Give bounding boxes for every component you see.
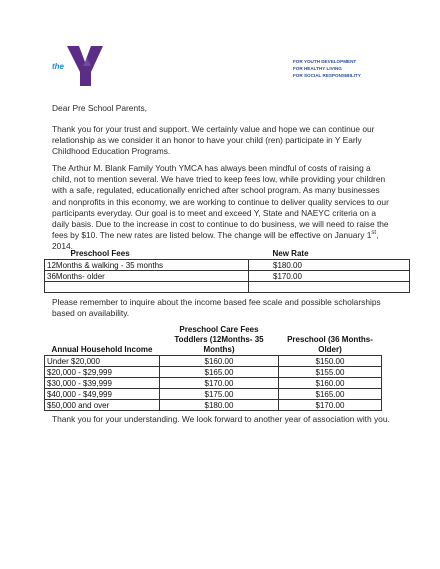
preschool-fees-table bbox=[44, 248, 410, 293]
table-row bbox=[45, 282, 410, 293]
column-header: Toddlers (12Months- 35 Months) bbox=[160, 335, 279, 356]
table-row bbox=[45, 271, 410, 282]
table-cell: $30,000 - $39,999 bbox=[45, 378, 160, 389]
ordinal-suffix: st bbox=[371, 230, 377, 237]
table-cell: $170.00 bbox=[249, 271, 410, 282]
table-cell: $40,000 - $49,999 bbox=[45, 389, 160, 400]
table-row bbox=[45, 378, 382, 389]
table-cell bbox=[249, 282, 410, 293]
table-cell: $170.00 bbox=[160, 378, 279, 389]
paragraph-scholarship: Please remember to inquire about the income based fee scale and possible scholarships based on availability. bbox=[52, 297, 381, 319]
table-cell: 12Months & walking - 35 months bbox=[45, 260, 249, 271]
table-row bbox=[45, 389, 382, 400]
column-header: Annual Household Income bbox=[45, 335, 160, 356]
table-cell: $165.00 bbox=[160, 367, 279, 378]
table-cell: $160.00 bbox=[160, 356, 279, 367]
table-cell bbox=[45, 282, 249, 293]
table-row bbox=[45, 356, 382, 367]
paragraph-text: The Arthur M. Blank Family Youth YMCA has always been mindful of costs of raising a child, not to mention several. We have tried to keep fees low, while providing your children with a safe, regulated, educationally enriched after school program. As many businesses and nonprofits in this economy, we are working to continue to deliver quality services to our participants everyday. Our goal is to meet and exceed Y, State and NAEYC criteria on a daily basis. Due to the increase in cost to continue to do business, we will need to raise the fees by $10. The new rates are listed below. The change will be effective on January 1 bbox=[52, 163, 389, 241]
column-header: New Rate bbox=[272, 249, 309, 258]
table-cell: $180.00 bbox=[249, 260, 410, 271]
table-row bbox=[45, 400, 382, 411]
column-header: Preschool (36 Months- Older) bbox=[279, 335, 382, 356]
table-cell: $180.00 bbox=[160, 400, 279, 411]
paragraph-fee-change bbox=[52, 163, 392, 253]
table-row bbox=[45, 367, 382, 378]
table-row bbox=[45, 260, 410, 271]
logo-word: the bbox=[52, 62, 64, 71]
table-cell: $160.00 bbox=[279, 378, 382, 389]
table-cell: $175.00 bbox=[160, 389, 279, 400]
table-cell: $150.00 bbox=[279, 356, 382, 367]
tagline-line: FOR SOCIAL RESPONSIBILITY bbox=[293, 73, 361, 79]
table-cell: $170.00 bbox=[279, 400, 382, 411]
tagline-line: FOR HEALTHY LIVING bbox=[293, 66, 342, 72]
care-fees-table bbox=[44, 325, 382, 411]
table-cell: 36Months- older bbox=[45, 271, 249, 282]
salutation: Dear Pre School Parents, bbox=[52, 103, 147, 113]
ymca-tagline bbox=[293, 58, 361, 80]
paragraph-intro: Thank you for your trust and support. We certainly value and hope we can continue our relationship as we consider it an honor to have your child (ren) participate in Y Early Childhood Education Programs. bbox=[52, 124, 375, 157]
table-cell: $50,000 and over bbox=[45, 400, 160, 411]
table-title: Preschool Care Fees bbox=[179, 325, 259, 334]
table-cell: Under $20,000 bbox=[45, 356, 160, 367]
paragraph-text: , 2014. bbox=[52, 230, 379, 252]
column-header: Preschool Fees bbox=[70, 249, 130, 258]
paragraph-closing: Thank you for your understanding. We look forward to another year of association with you. bbox=[52, 414, 390, 424]
table-cell: $20,000 - $29,999 bbox=[45, 367, 160, 378]
tagline-line: FOR YOUTH DEVELOPMENT bbox=[293, 59, 357, 64]
table-cell: $155.00 bbox=[279, 367, 382, 378]
table-cell: $165.00 bbox=[279, 389, 382, 400]
